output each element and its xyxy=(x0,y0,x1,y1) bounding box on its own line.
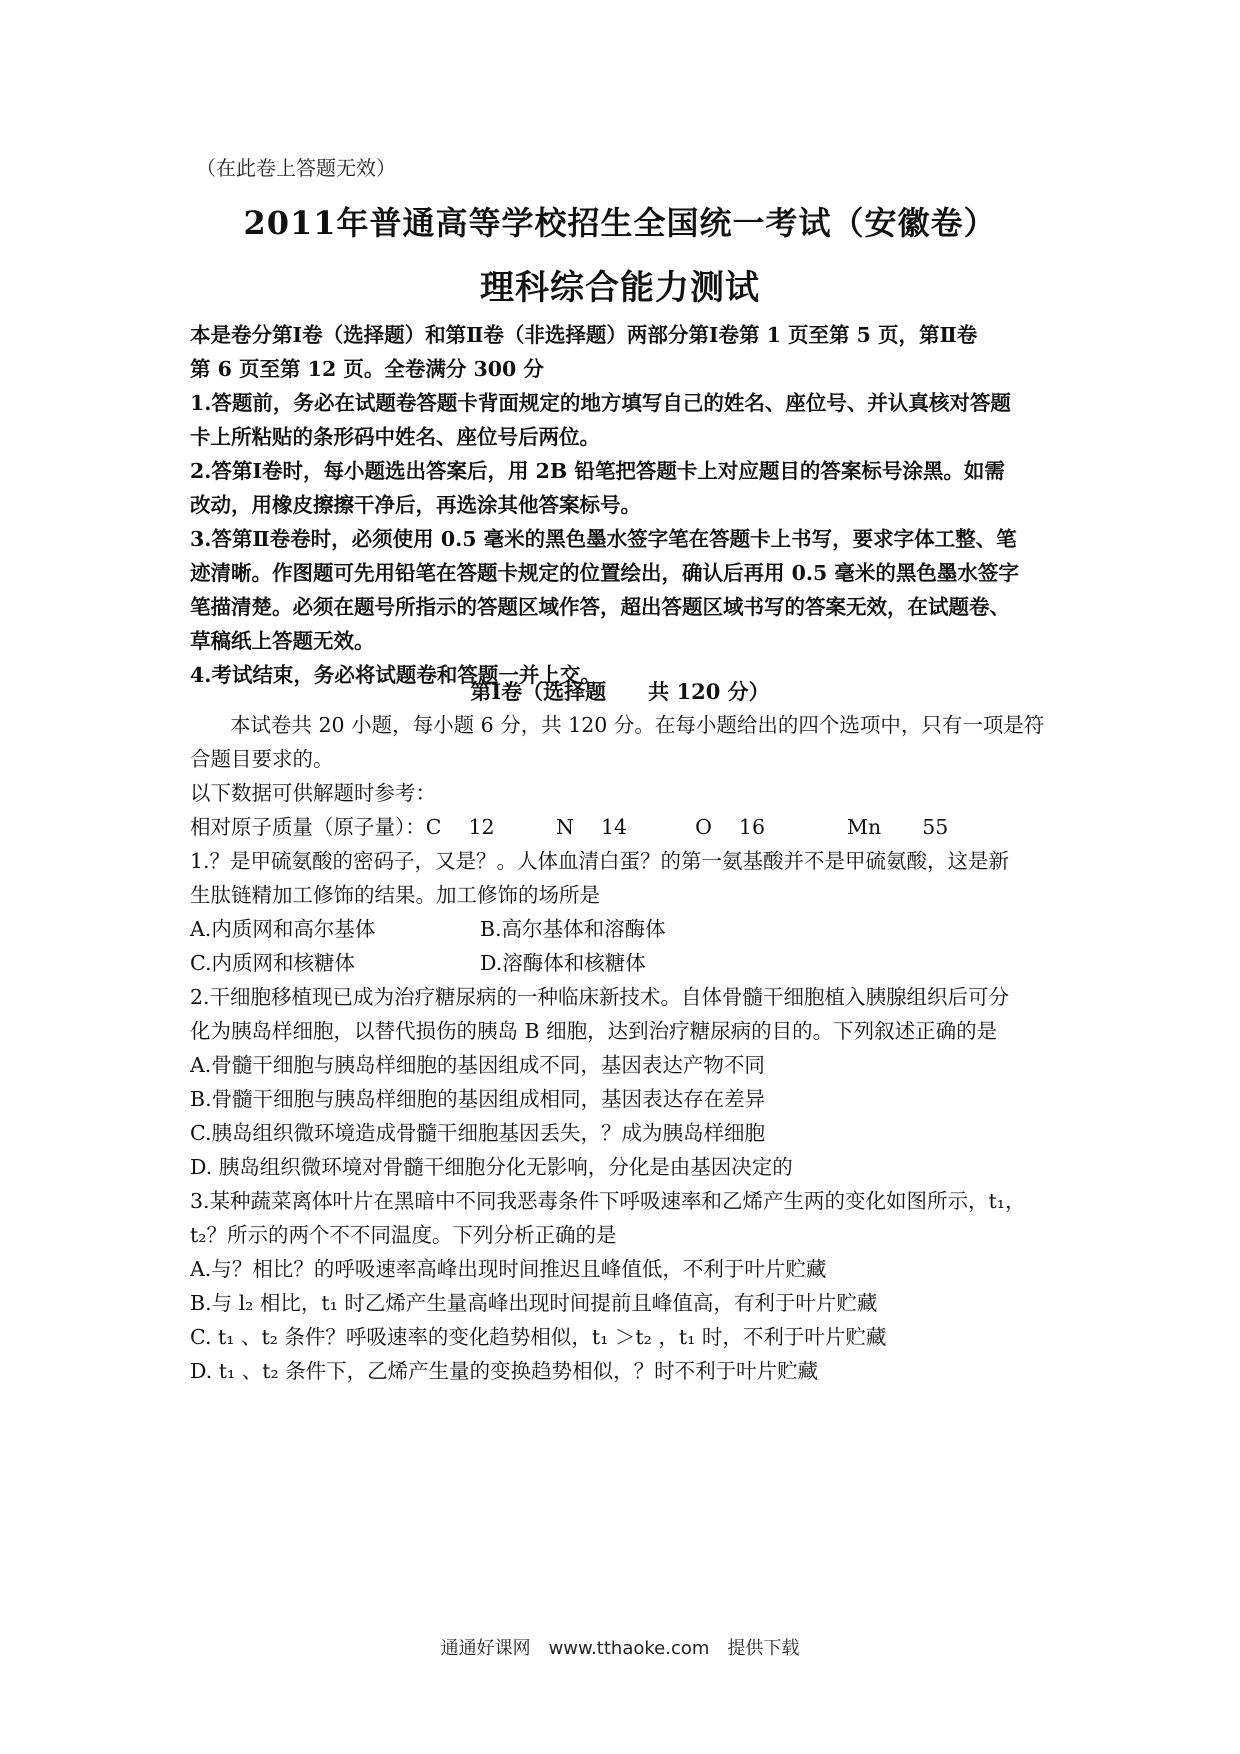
instruction-line: 迹清晰。作图题可先用铅笔在答题卡规定的位置绘出，确认后再用 0.5 毫米的黑色墨水签字 xyxy=(190,561,1019,585)
instruction-line: 草稿纸上答题无效。 xyxy=(190,629,375,653)
option-row xyxy=(190,912,1070,946)
reference-note: 以下数据可供解题时参考： xyxy=(190,781,436,805)
question-stem: 化为胰岛样细胞，以替代损伤的胰岛 B 细胞，达到治疗糖尿病的目的。下列叙述正确的是 xyxy=(190,1019,998,1043)
instruction-line: 4.考试结束，务必将试题卷和答题一并上交。 xyxy=(190,663,601,687)
option-row xyxy=(190,946,1070,980)
instruction-line: 第 6 页至第 12 页。全卷满分 300 分 xyxy=(190,357,544,381)
option-c: C.胰岛组织微环境造成骨髓干细胞基因丢失，？成为胰岛样细胞 xyxy=(190,1121,765,1145)
option-d: D.溶酶体和核糖体 xyxy=(480,951,646,975)
section-description: 本试卷共 20 小题，每小题 6 分，共 120 分。在每小题给出的四个选项中，只有一项是符 xyxy=(230,713,1045,737)
option-a: A.骨髓干细胞与胰岛样细胞的基因组成不同，基因表达产物不同 xyxy=(190,1053,765,1077)
option-b: B.骨髓干细胞与胰岛样细胞的基因组成相同，基因表达存在差异 xyxy=(190,1087,766,1111)
atomic-masses: 相对原子质量（原子量）：C 12 N 14 O 16 Mn 55 xyxy=(190,815,949,839)
instruction-line: 笔描清楚。必须在题号所指示的答题区域作答，超出答题区域书写的答案无效，在试题卷、 xyxy=(190,595,1010,619)
exam-title: 2011年普通高等学校招生全国统一考试（安徽卷） xyxy=(243,204,997,242)
instruction-line: 本是卷分第Ⅰ卷（选择题）和第Ⅱ卷（非选择题）两部分第Ⅰ卷第 1 页至第 5 页，第Ⅱ卷 xyxy=(190,323,978,347)
instruction-line: 卡上所粘贴的条形码中姓名、座位号后两位。 xyxy=(190,425,600,449)
questions xyxy=(190,708,1070,1388)
question-stem: 生肽链精加工修饰的结果。加工修饰的场所是 xyxy=(190,883,600,907)
option-d: D. t₁ 、t₂ 条件下，乙烯产生量的变换趋势相似，？时不利于叶片贮藏 xyxy=(190,1359,819,1383)
option-b: B.与 l₂ 相比，t₁ 时乙烯产生量高峰出现时间提前且峰值高，有利于叶片贮藏 xyxy=(190,1291,878,1315)
option-c: C.内质网和核糖体 xyxy=(190,951,355,975)
question-3 xyxy=(190,1184,1070,1388)
instruction-line: 3.答第Ⅱ卷卷时，必须使用 0.5 毫米的黑色墨水签字笔在答题卡上书写，要求字体工整、笔 xyxy=(190,527,1017,551)
download-footer: 通通好课网 www.tthaoke.com 提供下载 xyxy=(440,1638,800,1659)
option-a: A.内质网和高尔基体 xyxy=(190,917,376,941)
option-a: A.与？相比？的呼吸速率高峰出现时间推迟且峰值低，不利于叶片贮藏 xyxy=(190,1257,827,1281)
question-stem: 3.某种蔬菜离体叶片在黑暗中不同我恶毒条件下呼吸速率和乙烯产生两的变化如图所示，t₁， xyxy=(190,1189,1026,1213)
question-stem: t₂？所示的两个不不同温度。下列分析正确的是 xyxy=(190,1223,617,1247)
option-c: C. t₁ 、t₂ 条件？呼吸速率的变化趋势相似，t₁ ＞t₂ ，t₁ 时，不利于叶片贮藏 xyxy=(190,1325,887,1349)
question-stem: 1.？是甲硫氨酸的密码子，又是？。人体血清白蛋？的第一氨基酸并不是甲硫氨酸，这是新 xyxy=(190,849,1010,873)
section-description: 合题目要求的。 xyxy=(190,747,334,771)
instructions xyxy=(190,318,1070,692)
option-b: B.高尔基体和溶酶体 xyxy=(480,917,666,941)
instruction-line: 改动，用橡皮擦擦干净后，再选涂其他答案标号。 xyxy=(190,493,641,517)
invalid-answer-note: （在此卷上答题无效） xyxy=(196,156,396,180)
question-1 xyxy=(190,844,1070,980)
option-d: D. 胰岛组织微环境对骨髓干细胞分化无影响，分化是由基因决定的 xyxy=(190,1155,793,1179)
question-2 xyxy=(190,980,1070,1184)
section-title: 第Ⅰ卷（选择题 共 120 分） xyxy=(470,679,770,704)
question-stem: 2.干细胞移植现已成为治疗糖尿病的一种临床新技术。自体骨髓干细胞植入胰腺组织后可分 xyxy=(190,985,1010,1009)
exam-subtitle: 理科综合能力测试 xyxy=(480,268,760,308)
instruction-line: 1.答题前，务必在试题卷答题卡背面规定的地方填写自己的姓名、座位号、并认真核对答题 xyxy=(190,391,1011,415)
instruction-line: 2.答第Ⅰ卷时，每小题选出答案后，用 2B 铅笔把答题卡上对应题目的答案标号涂黑。如需 xyxy=(190,459,1005,483)
